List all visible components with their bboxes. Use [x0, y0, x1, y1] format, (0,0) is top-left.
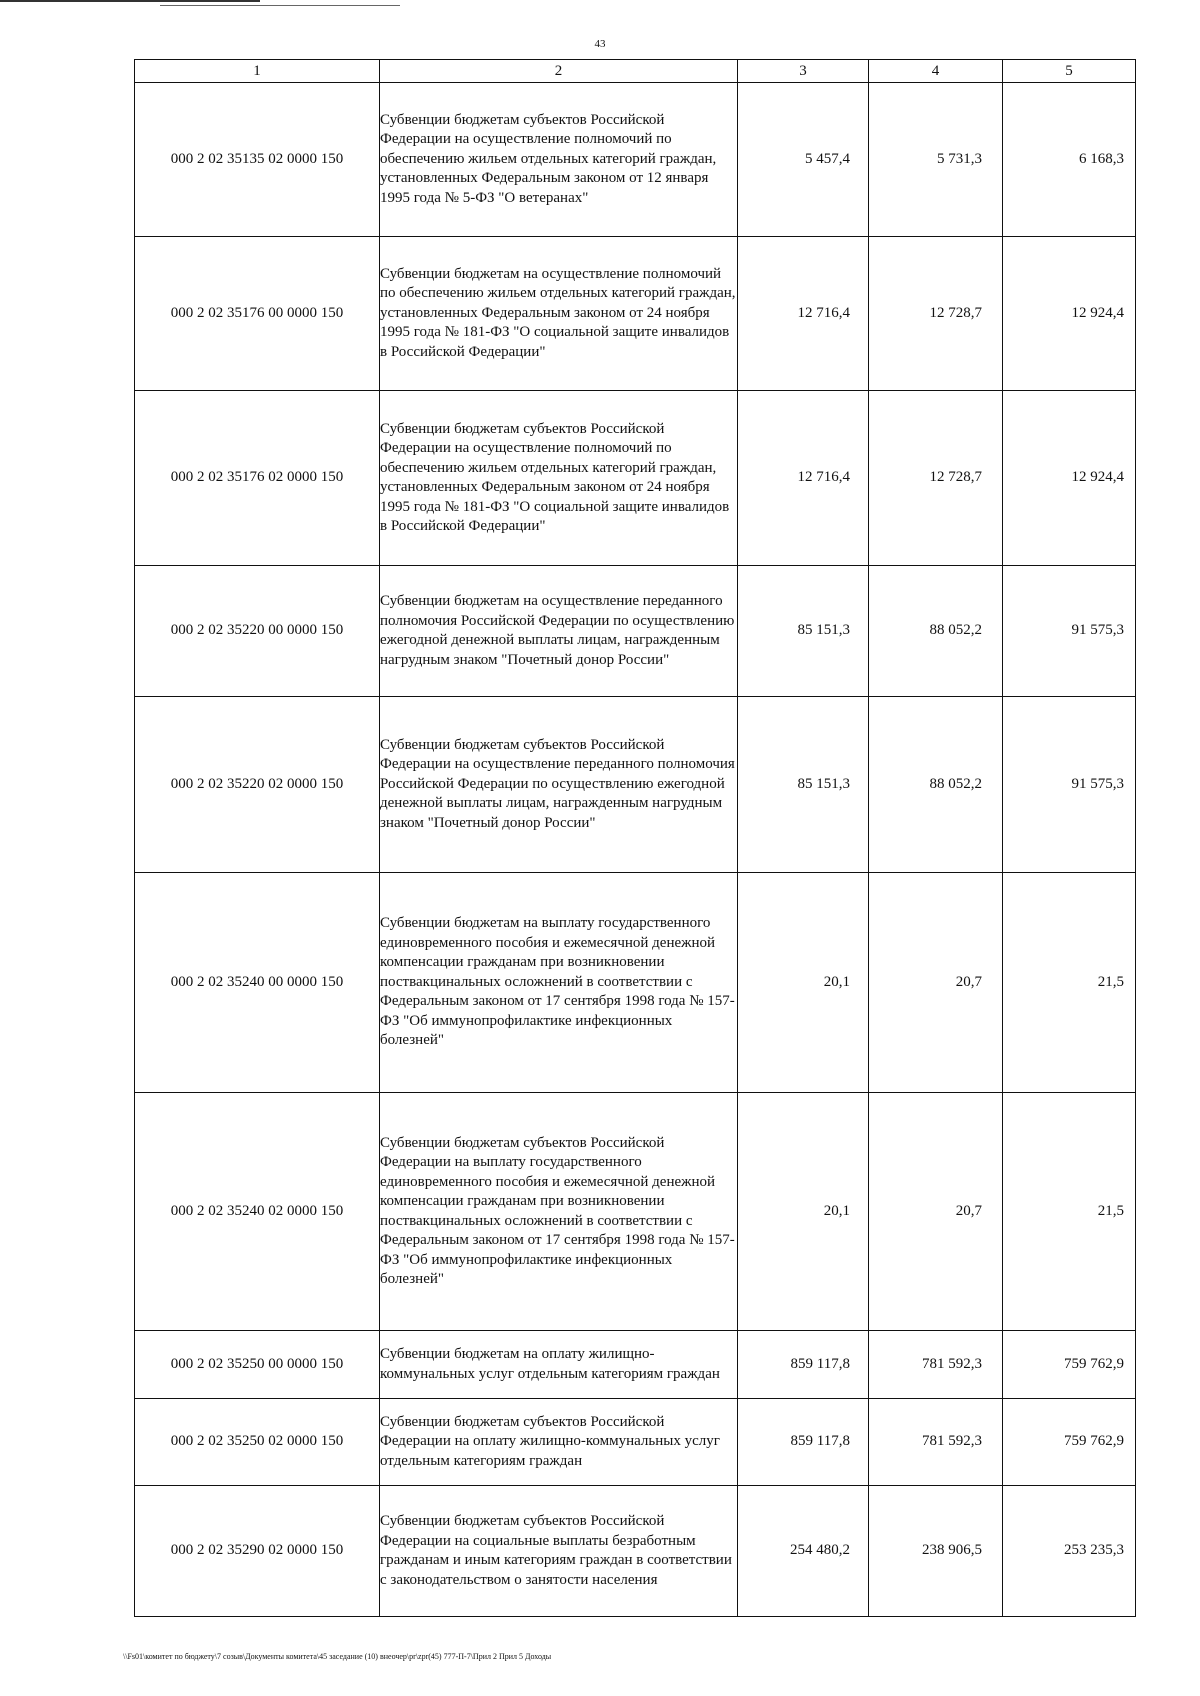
value-col5-cell: 12 924,4 — [1003, 391, 1136, 566]
budget-code-cell: 000 2 02 35176 02 0000 150 — [135, 391, 380, 566]
description-cell: Субвенции бюджетам на осуществление переданного полномочия Российской Федерации по осуществлению ежегодной денежной выплаты лицам, награжденным нагрудным знаком "Почетный донор России" — [380, 566, 738, 697]
footer-file-path: \\Fs01\комитет по бюджету\7 созыв\Документы комитета\45 заседание (10) внеочер\pr\zpr(45) 777-П-7\Прил 2 Прил 5 Доходы — [123, 1652, 552, 1661]
value-col3-cell: 859 117,8 — [738, 1399, 869, 1486]
value-col4-cell: 5 731,3 — [869, 83, 1003, 237]
value-col4-cell: 238 906,5 — [869, 1486, 1003, 1617]
table-row — [135, 391, 1136, 566]
header-row — [135, 60, 1136, 83]
value-col3-cell: 12 716,4 — [738, 391, 869, 566]
value-col4-cell: 88 052,2 — [869, 697, 1003, 873]
description-cell: Субвенции бюджетам субъектов Российской Федерации на осуществление переданного полномочия Российской Федерации по осуществлению ежегодной денежной выплаты лицам, награжденным нагрудным знаком "Почетный донор России" — [380, 697, 738, 873]
description-cell: Субвенции бюджетам субъектов Российской Федерации на осуществление полномочий по обеспечению жильем отдельных категорий граждан, установленных Федеральным законом от 12 января 1995 года № 5-ФЗ "О ветеранах" — [380, 83, 738, 237]
description-cell: Субвенции бюджетам субъектов Российской Федерации на социальные выплаты безработным гражданам и иным категориям граждан в соответствии с законодательством о занятости населения — [380, 1486, 738, 1617]
budget-code-cell: 000 2 02 35250 02 0000 150 — [135, 1399, 380, 1486]
value-col5-cell: 759 762,9 — [1003, 1331, 1136, 1399]
value-col5-cell: 91 575,3 — [1003, 566, 1136, 697]
value-col5-cell: 21,5 — [1003, 1093, 1136, 1331]
scan-top-rule — [0, 0, 260, 2]
value-col5-cell: 91 575,3 — [1003, 697, 1136, 873]
column-header-2: 2 — [380, 60, 738, 83]
budget-table — [134, 59, 1136, 1617]
table-row — [135, 566, 1136, 697]
description-cell: Субвенции бюджетам субъектов Российской Федерации на оплату жилищно-коммунальных услуг отдельным категориям граждан — [380, 1399, 738, 1486]
value-col5-cell: 6 168,3 — [1003, 83, 1136, 237]
value-col4-cell: 12 728,7 — [869, 237, 1003, 391]
value-col3-cell: 85 151,3 — [738, 566, 869, 697]
description-cell: Субвенции бюджетам на выплату государственного единовременного пособия и ежемесячной денежной компенсации гражданам при возникновении поствакцинальных осложнений в соответствии с Федеральным законом от 17 сентября 1998 года № 157-ФЗ "Об иммунопрофилактике инфекционных болезней" — [380, 873, 738, 1093]
description-cell: Субвенции бюджетам на осуществление полномочий по обеспечению жильем отдельных категорий граждан, установленных Федеральным законом от 24 ноября 1995 года № 181-ФЗ "О социальной защите инвалидов в Российской Федерации" — [380, 237, 738, 391]
column-header-1: 1 — [135, 60, 380, 83]
value-col5-cell: 21,5 — [1003, 873, 1136, 1093]
value-col3-cell: 85 151,3 — [738, 697, 869, 873]
table-row — [135, 1093, 1136, 1331]
value-col5-cell: 759 762,9 — [1003, 1399, 1136, 1486]
table-row — [135, 697, 1136, 873]
value-col5-cell: 253 235,3 — [1003, 1486, 1136, 1617]
page-number: 43 — [594, 38, 606, 50]
description-cell: Субвенции бюджетам на оплату жилищно-коммунальных услуг отдельным категориям граждан — [380, 1331, 738, 1399]
value-col4-cell: 88 052,2 — [869, 566, 1003, 697]
table-row — [135, 1486, 1136, 1617]
budget-code-cell: 000 2 02 35220 00 0000 150 — [135, 566, 380, 697]
table-row — [135, 1331, 1136, 1399]
value-col4-cell: 12 728,7 — [869, 391, 1003, 566]
budget-code-cell: 000 2 02 35290 02 0000 150 — [135, 1486, 380, 1617]
value-col3-cell: 5 457,4 — [738, 83, 869, 237]
value-col3-cell: 12 716,4 — [738, 237, 869, 391]
value-col4-cell: 20,7 — [869, 873, 1003, 1093]
value-col3-cell: 20,1 — [738, 1093, 869, 1331]
column-header-3: 3 — [738, 60, 869, 83]
table-row — [135, 873, 1136, 1093]
budget-code-cell: 000 2 02 35240 00 0000 150 — [135, 873, 380, 1093]
value-col4-cell: 781 592,3 — [869, 1331, 1003, 1399]
value-col4-cell: 20,7 — [869, 1093, 1003, 1331]
value-col3-cell: 20,1 — [738, 873, 869, 1093]
value-col3-cell: 254 480,2 — [738, 1486, 869, 1617]
table-row — [135, 83, 1136, 237]
description-cell: Субвенции бюджетам субъектов Российской Федерации на осуществление полномочий по обеспечению жильем отдельных категорий граждан, установленных Федеральным законом от 24 ноября 1995 года № 181-ФЗ "О социальной защите инвалидов в Российской Федерации" — [380, 391, 738, 566]
value-col5-cell: 12 924,4 — [1003, 237, 1136, 391]
scan-top-rule-secondary — [160, 5, 400, 6]
budget-code-cell: 000 2 02 35220 02 0000 150 — [135, 697, 380, 873]
column-header-4: 4 — [869, 60, 1003, 83]
table-row — [135, 1399, 1136, 1486]
value-col3-cell: 859 117,8 — [738, 1331, 869, 1399]
value-col4-cell: 781 592,3 — [869, 1399, 1003, 1486]
description-cell: Субвенции бюджетам субъектов Российской Федерации на выплату государственного единовременного пособия и ежемесячной денежной компенсации гражданам при возникновении поствакцинальных осложнений в соответствии с Федеральным законом от 17 сентября 1998 года № 157-ФЗ "Об иммунопрофилактике инфекционных болезней" — [380, 1093, 738, 1331]
budget-code-cell: 000 2 02 35240 02 0000 150 — [135, 1093, 380, 1331]
budget-code-cell: 000 2 02 35250 00 0000 150 — [135, 1331, 380, 1399]
table-row — [135, 237, 1136, 391]
budget-code-cell: 000 2 02 35176 00 0000 150 — [135, 237, 380, 391]
column-header-5: 5 — [1003, 60, 1136, 83]
budget-code-cell: 000 2 02 35135 02 0000 150 — [135, 83, 380, 237]
